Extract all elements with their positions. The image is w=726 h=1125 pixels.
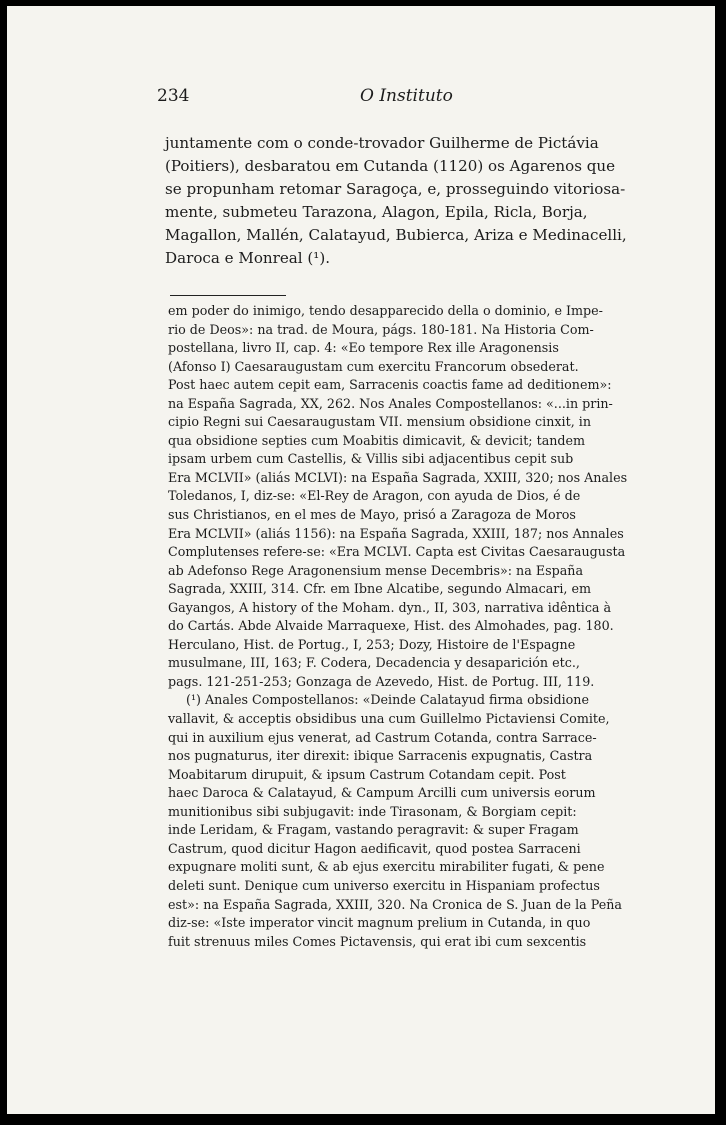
footnote-line: qua obsidione septies cum Moabitis dimicavit, & devicit; tandem xyxy=(168,432,586,448)
footnote-line: vallavit, & acceptis obsidibus una cum Guillelmo Pictaviensi Comite, xyxy=(168,711,610,727)
footnote-line: Moabitarum dirupuit, & ipsum Castrum Cotandam cepit. Post xyxy=(168,766,566,782)
footnote-line: deleti sunt. Denique cum universo exercitu in Hispaniam profectus xyxy=(168,877,600,893)
footnote-line: Gayangos, A history of the Moham. dyn., II, 303, narrativa idêntica à xyxy=(168,599,612,615)
main-text xyxy=(165,132,645,270)
main-text-line: (Poitiers), desbaratou em Cutanda (1120) os Agarenos que xyxy=(165,157,616,175)
footnote-line: qui in auxilium ejus venerat, ad Castrum Cotanda, contra Sarrace- xyxy=(168,729,597,745)
footnote-rule xyxy=(170,295,286,296)
main-text-line: mente, submeteu Tarazona, Alagon, Epila, Ricla, Borja, xyxy=(165,203,588,221)
footnote-line: expugnare moliti sunt, & ab ejus exercitu mirabiliter fugati, & pene xyxy=(168,859,605,875)
page-number: 234 xyxy=(157,86,190,106)
footnote-line: rio de Deos»: na trad. de Moura, págs. 180-181. Na Historia Com- xyxy=(168,321,594,337)
footnote-line: haec Daroca & Calatayud, & Campum Arcilli cum universis eorum xyxy=(168,785,596,801)
main-text-line: Daroca e Monreal (¹). xyxy=(165,249,331,267)
main-text-line: Magallon, Mallén, Calatayud, Bubierca, Ariza e Medinacelli, xyxy=(165,226,627,244)
footnote-line: do Cartás. Abde Alvaide Marraquexe, Hist. des Almohades, pag. 180. xyxy=(168,618,614,634)
page-header xyxy=(7,86,715,110)
footnote-line: cipio Regni sui Caesaraugustam VII. mensium obsidione cinxit, in xyxy=(168,414,591,430)
main-text-line: se propunham retomar Saragoça, e, prosseguindo vitoriosa- xyxy=(165,180,626,198)
footnote-line: diz-se: «Iste imperator vincit magnum prelium in Cutanda, in quo xyxy=(168,915,591,931)
footnote-line: ipsam urbem cum Castellis, & Villis sibi adjacentibus cepit sub xyxy=(168,451,574,467)
footnote-line: munitionibus sibi subjugavit: inde Tirasonam, & Borgiam cepit: xyxy=(168,803,577,819)
running-title: O Instituto xyxy=(360,86,453,106)
footnote-line: Castrum, quod dicitur Hagon aedificavit, quod postea Sarraceni xyxy=(168,840,581,856)
footnote-line: sus Christianos, en el mes de Mayo, prisó a Zaragoza de Moros xyxy=(168,507,576,523)
footnote-line: Toledanos, I, diz-se: «El-Rey de Aragon, con ayuda de Dios, é de xyxy=(168,488,581,504)
footnote-line: nos pugnaturus, iter direxit: ibique Sarracenis expugnatis, Castra xyxy=(168,748,593,764)
footnote-line: musulmane, III, 163; F. Codera, Decadencia y desaparición etc., xyxy=(168,655,580,671)
footnotes xyxy=(168,302,646,951)
footnote-line: inde Leridam, & Fragam, vastando peragravit: & super Fragam xyxy=(168,822,579,838)
footnote-line: Era MCLVII» (aliás MCLVI): na España Sagrada, XXIII, 320; nos Anales xyxy=(168,469,628,485)
footnote-line: Herculano, Hist. de Portug., I, 253; Dozy, Histoire de l'Espagne xyxy=(168,636,576,652)
footnote-line: postellana, livro II, cap. 4: «Eo tempore Rex ille Aragonensis xyxy=(168,340,559,356)
footnote-line: Sagrada, XXIII, 314. Cfr. em Ibne Alcatibe, segundo Almacari, em xyxy=(168,581,591,597)
footnote-line: em poder do inimigo, tendo desapparecido della o dominio, e Impe- xyxy=(168,303,603,318)
footnote-line: ab Adefonso Rege Aragonensium mense Decembris»: na España xyxy=(168,562,584,578)
main-text-line: juntamente com o conde-trovador Guilherme de Pictávia xyxy=(165,134,599,152)
book-page xyxy=(7,6,715,1114)
footnote-line: (¹) Anales Compostellanos: «Deinde Calatayud firma obsidione xyxy=(186,692,589,708)
footnote-line: pags. 121-251-253; Gonzaga de Azevedo, Hist. de Portug. III, 119. xyxy=(168,673,595,689)
footnote-line: Era MCLVII» (aliás 1156): na España Sagrada, XXIII, 187; nos Annales xyxy=(168,525,624,541)
footnote-line: Complutenses refere-se: «Era MCLVI. Capta est Civitas Caesaraugusta xyxy=(168,544,626,560)
footnote-line: fuit strenuus miles Comes Pictavensis, qui erat ibi cum sexcentis xyxy=(168,933,587,949)
footnote-line: Post haec autem cepit eam, Sarracenis coactis fame ad deditionem»: xyxy=(168,377,612,393)
footnote-line: na España Sagrada, XX, 262. Nos Anales Compostellanos: «...in prin- xyxy=(168,395,613,411)
footnote-line: est»: na España Sagrada, XXIII, 320. Na Cronica de S. Juan de la Peña xyxy=(168,896,622,912)
footnote-line: (Afonso I) Caesaraugustam cum exercitu Francorum obsederat. xyxy=(168,358,579,374)
